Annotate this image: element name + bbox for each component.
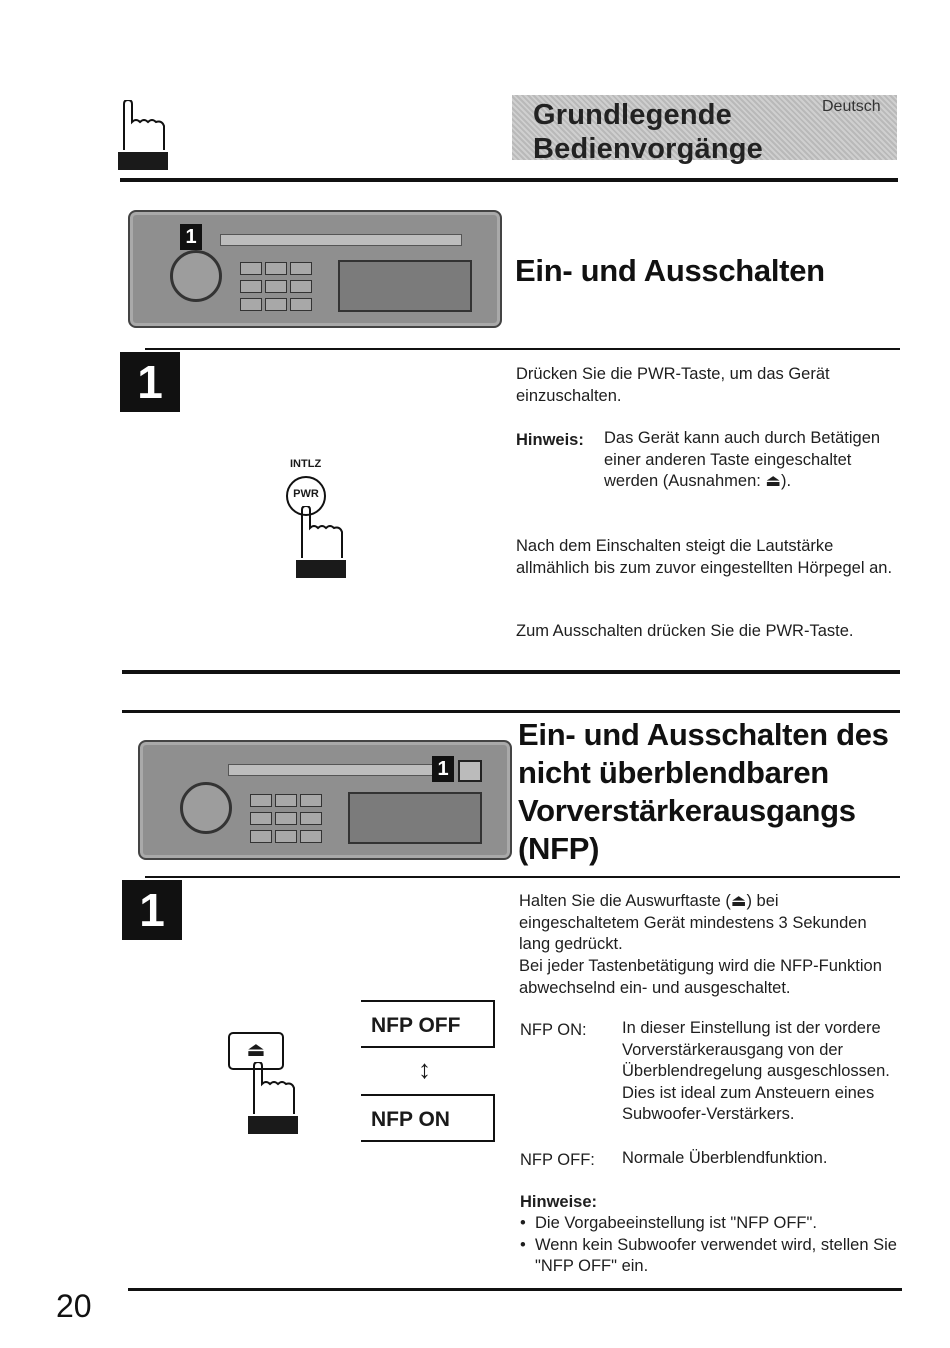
device-button	[250, 812, 272, 825]
device-button	[240, 280, 262, 293]
device-knob	[170, 250, 222, 302]
notes-label: Hinweise:	[520, 1193, 598, 1211]
nfp-on-display: NFP ON	[361, 1094, 495, 1142]
step-description: Bei jeder Tastenbetätigung wird die NFP-Funktion abwechselnd ein- und ausgeschaltet.	[519, 957, 882, 997]
device-button	[265, 298, 287, 311]
section-end-rule	[122, 670, 900, 674]
language-label: Deutsch	[822, 98, 881, 115]
device-knob	[180, 782, 232, 834]
section-rule	[145, 876, 900, 878]
note-label: Hinweis:	[516, 431, 584, 449]
device-button	[290, 262, 312, 275]
section-rule	[145, 348, 900, 350]
hand-pointer-icon	[248, 1062, 298, 1134]
device-button	[290, 298, 312, 311]
step-badge: 1	[432, 756, 454, 782]
list-item: • Die Vorgabeeinstellung ist "NFP OFF".	[520, 1214, 817, 1232]
definition-term: NFP ON:	[520, 1021, 587, 1039]
definition-term: NFP OFF:	[520, 1151, 595, 1169]
device-button	[250, 830, 272, 843]
step-badge: 1	[180, 224, 202, 250]
definition-text: Normale Überblendfunktion.	[622, 1149, 828, 1167]
definition-text: In dieser Einstellung ist der vordere Vorverstärkerausgang von der Überblendregelung ausgeschlossen. Dies ist ideal zum Ansteuern eines Subwoofer-Verstärkers.	[622, 1019, 890, 1123]
device-button	[290, 280, 312, 293]
device-button	[275, 794, 297, 807]
step-description: Halten Sie die Auswurftaste (⏏) bei eingeschaltetem Gerät mindestens 3 Sekunden lang gedrückt.	[519, 892, 867, 953]
hand-pointer-icon	[296, 506, 346, 578]
device-button	[275, 830, 297, 843]
note-text: Das Gerät kann auch durch Betätigen einer anderen Taste eingeschaltet werden (Ausnahmen: ⏏).	[604, 429, 881, 490]
step-number: 1	[120, 352, 180, 412]
section-start-rule	[122, 710, 900, 713]
device-illustration	[128, 210, 502, 328]
paragraph: Nach dem Einschalten steigt die Lautstärke allmählich bis zum zuvor eingestellten Hörpegel an.	[516, 537, 893, 577]
page-number: 20	[56, 1288, 92, 1324]
step-description: Drücken Sie die PWR-Taste, um das Gerät einzuschalten.	[516, 365, 830, 405]
list-item: • Wenn kein Subwoofer verwendet wird, stellen Sie "NFP OFF" ein.	[520, 1235, 897, 1275]
step-number: 1	[122, 880, 182, 940]
device-display	[348, 792, 482, 844]
device-button	[265, 280, 287, 293]
pwr-button-icon: PWR	[286, 476, 326, 516]
cd-slot	[220, 234, 462, 246]
section-title: Ein- und Ausschalten des nicht überblendbaren Vorverstärkerausgangs (NFP)	[518, 717, 889, 866]
device-button	[240, 262, 262, 275]
notes-list	[520, 1213, 902, 1278]
hand-pointer-icon	[118, 100, 168, 170]
device-button	[300, 812, 322, 825]
eject-button	[458, 760, 482, 782]
device-button	[250, 794, 272, 807]
cd-slot	[228, 764, 440, 776]
nfp-off-display: NFP OFF	[361, 1000, 495, 1048]
header-rule	[120, 178, 898, 182]
device-button	[300, 794, 322, 807]
device-button	[275, 812, 297, 825]
toggle-arrow-icon: ↕	[418, 1054, 431, 1084]
footer-rule	[128, 1288, 902, 1291]
device-button	[240, 298, 262, 311]
paragraph: Zum Ausschalten drücken Sie die PWR-Taste.	[516, 622, 854, 640]
page-title: Grundlegende Bedienvorgänge	[533, 99, 764, 165]
device-button	[265, 262, 287, 275]
device-button	[300, 830, 322, 843]
eject-key-icon: ⏏	[228, 1032, 284, 1070]
intlz-label: INTLZ	[290, 458, 322, 470]
device-illustration	[138, 740, 512, 860]
device-display	[338, 260, 472, 312]
section-title: Ein- und Ausschalten	[515, 253, 825, 288]
